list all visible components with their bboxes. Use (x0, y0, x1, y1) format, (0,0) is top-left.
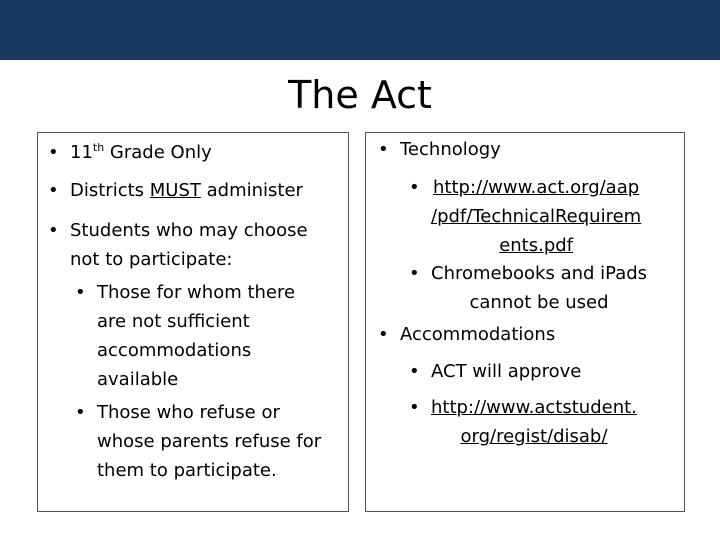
tech-link-line-1[interactable]: • http://www.act.org/aap (433, 177, 640, 198)
sub-bullet-act-approve (431, 357, 581, 386)
header-bar (0, 0, 720, 60)
tech-link-line-3[interactable]: ents.pdf (499, 235, 574, 256)
districts-text: Districts (70, 180, 150, 201)
disab-link-line-1[interactable]: • http://www.actstudent. (431, 397, 637, 418)
chromebooks-line-1: • Chromebooks and iPads (431, 263, 648, 284)
grade-text: Grade Only (104, 142, 212, 163)
bullet-districts-must (70, 176, 303, 205)
right-content-box (365, 132, 685, 512)
insufficient-line-1: • Those for whom there (97, 282, 296, 303)
left-content-box (37, 132, 349, 512)
bullet-grade-only (70, 138, 212, 169)
disab-link-line-2[interactable]: org/regist/disab/ (460, 426, 608, 447)
chromebooks-line-2: cannot be used (469, 292, 609, 313)
grade-suffix: th (92, 141, 105, 154)
sub-bullet-chromebooks (431, 259, 647, 317)
refuse-line-1: • Those who refuse or (97, 402, 280, 423)
act-approve-text: ACT will approve (431, 361, 582, 382)
insufficient-line-2: are not sufficient (97, 311, 250, 332)
technical-requirements-link[interactable] (431, 173, 641, 260)
slide-title: The Act (288, 73, 432, 117)
students-line-2: not to participate: (70, 249, 233, 270)
bullet-accommodations (400, 320, 555, 349)
bullet-students-choose (70, 216, 308, 274)
refuse-line-3: them to participate. (97, 460, 277, 481)
tech-link-line-2[interactable]: /pdf/TechnicalRequirem (431, 206, 642, 227)
insufficient-line-4: available (97, 369, 179, 390)
sub-bullet-refuse (97, 398, 321, 485)
disabilities-link[interactable] (431, 393, 637, 451)
must-emphasis: MUST (149, 180, 201, 201)
technology-label: Technology (400, 139, 501, 160)
grade-number: 11 (70, 142, 93, 163)
administer-text: administer (200, 180, 303, 201)
insufficient-line-3: accommodations (97, 340, 252, 361)
accommodations-label: Accommodations (400, 324, 556, 345)
bullet-technology (400, 135, 501, 164)
students-line-1: • Students who may choose (70, 220, 308, 241)
sub-bullet-insufficient (97, 278, 295, 394)
refuse-line-2: whose parents refuse for (97, 431, 322, 452)
